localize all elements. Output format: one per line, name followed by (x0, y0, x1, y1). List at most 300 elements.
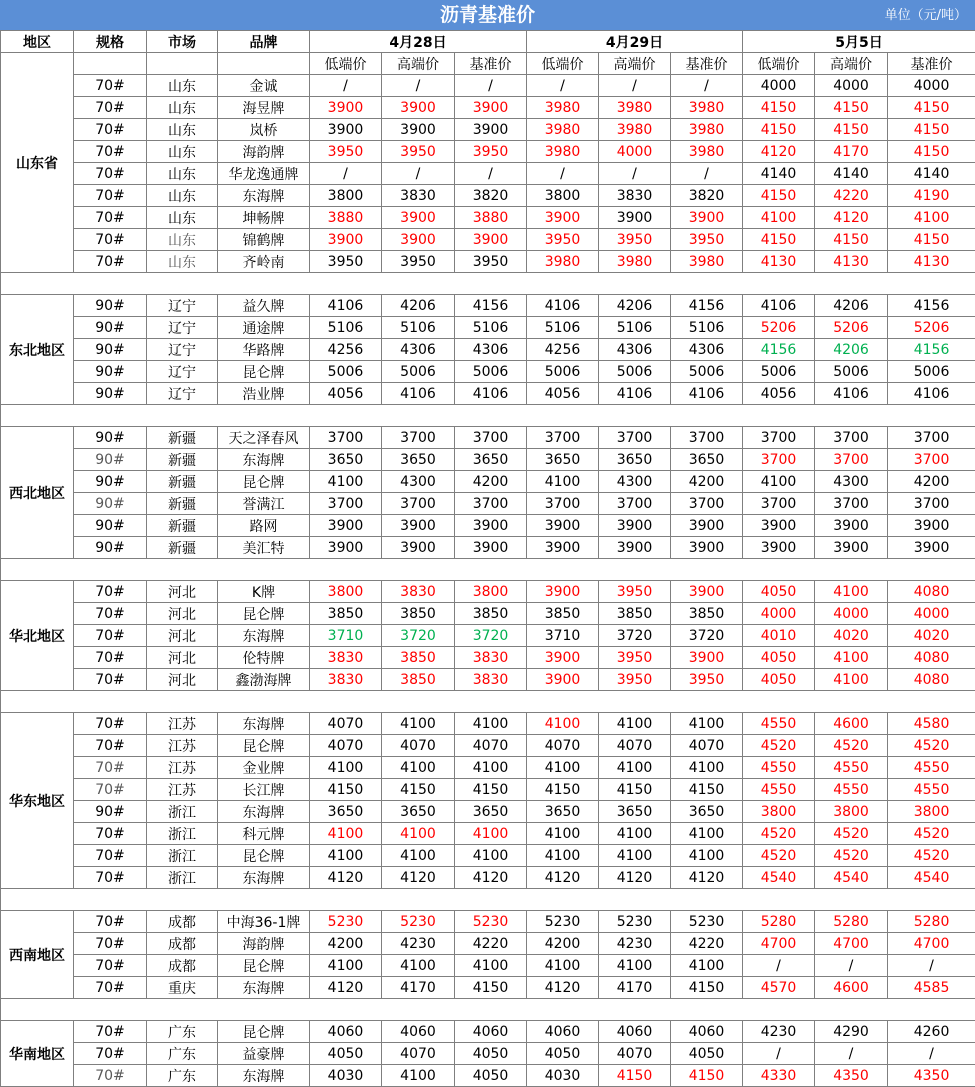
high-price-cell: 4106 (599, 383, 671, 405)
low-price-cell: 4000 (743, 603, 815, 625)
table-row (1, 537, 975, 559)
price-table (0, 30, 975, 1087)
high-price-cell: 3900 (599, 515, 671, 537)
high-price-cell: 4100 (382, 955, 455, 977)
base-price-cell: 4150 (888, 141, 975, 163)
high-price-cell: 3900 (382, 537, 455, 559)
high-price-cell: 3950 (599, 669, 671, 691)
market-cell: 辽宁 (147, 339, 218, 361)
table-row (1, 339, 975, 361)
market-cell: 山东 (147, 207, 218, 229)
market-cell: 江苏 (147, 779, 218, 801)
low-price-cell: 4120 (743, 141, 815, 163)
spec-cell: 70# (74, 713, 147, 735)
high-price-cell: 3900 (599, 537, 671, 559)
base-price-cell: 4100 (455, 823, 527, 845)
brand-cell: 通途牌 (218, 317, 310, 339)
low-price-cell: 4060 (310, 1021, 382, 1043)
high-price-cell: 5230 (599, 911, 671, 933)
spec-cell: 90# (74, 515, 147, 537)
base-price-cell: 5230 (455, 911, 527, 933)
high-price-cell: 3980 (599, 251, 671, 273)
base-price-cell: 3880 (455, 207, 527, 229)
high-price-cell: 3950 (599, 581, 671, 603)
low-price-cell: 4150 (743, 119, 815, 141)
low-price-cell: 4100 (310, 955, 382, 977)
table-row (1, 933, 975, 955)
spec-cell: 70# (74, 581, 147, 603)
low-price-cell: 4056 (743, 383, 815, 405)
base-price-cell: 4150 (671, 779, 743, 801)
market-cell: 山东 (147, 97, 218, 119)
base-price-cell: 3900 (888, 515, 975, 537)
base-price-cell: 4100 (671, 823, 743, 845)
low-price-cell: 4100 (743, 471, 815, 493)
brand-cell: 中海36-1牌 (218, 911, 310, 933)
low-price-cell: 4100 (310, 757, 382, 779)
high-price-cell: 3700 (599, 427, 671, 449)
high-price-cell: 3650 (599, 801, 671, 823)
low-price-cell: 4070 (527, 735, 599, 757)
base-price-cell: 3850 (455, 603, 527, 625)
brand-cell: 岚桥 (218, 119, 310, 141)
market-cell: 山东 (147, 185, 218, 207)
high-price-cell: 3900 (815, 515, 888, 537)
low-price-label: 低端价 (743, 53, 815, 75)
low-price-cell: 5230 (527, 911, 599, 933)
low-price-cell: 3700 (310, 427, 382, 449)
base-price-cell: 4520 (888, 823, 975, 845)
low-price-cell: 4030 (310, 1065, 382, 1087)
brand-cell: K牌 (218, 581, 310, 603)
low-price-cell: 3980 (527, 97, 599, 119)
high-price-cell: 5006 (382, 361, 455, 383)
high-price-cell: 3850 (382, 603, 455, 625)
low-price-cell: 3800 (527, 185, 599, 207)
table-row (1, 1043, 975, 1065)
brand-cell: 昆仑牌 (218, 603, 310, 625)
high-price-cell: / (815, 1043, 888, 1065)
market-cell: 浙江 (147, 845, 218, 867)
high-price-cell: 3650 (599, 449, 671, 471)
high-price-cell: 4170 (382, 977, 455, 999)
high-price-cell: 4100 (815, 581, 888, 603)
low-price-cell: 3800 (310, 185, 382, 207)
table-row (1, 669, 975, 691)
high-price-cell: 4100 (382, 713, 455, 735)
table-row (1, 75, 975, 97)
base-price-cell: 5006 (671, 361, 743, 383)
table-row (1, 911, 975, 933)
header-date-1: 4月28日 (310, 31, 527, 53)
base-price-label: 基准价 (455, 53, 527, 75)
high-price-cell: 4100 (599, 955, 671, 977)
low-price-cell: 4070 (310, 713, 382, 735)
region-label: 西南地区 (1, 911, 74, 999)
high-price-cell: 5280 (815, 911, 888, 933)
high-price-cell: 4106 (382, 383, 455, 405)
base-price-cell: 3900 (455, 515, 527, 537)
low-price-cell: 4256 (527, 339, 599, 361)
low-price-cell: 4100 (527, 471, 599, 493)
brand-cell: 东海牌 (218, 1065, 310, 1087)
high-price-label: 高端价 (815, 53, 888, 75)
sheet-title: 沥青基准价 (0, 0, 975, 30)
high-price-cell: 3720 (382, 625, 455, 647)
spacer-cell (1, 405, 975, 427)
low-price-cell: 4106 (743, 295, 815, 317)
low-price-cell: / (310, 75, 382, 97)
table-row (1, 361, 975, 383)
low-price-cell: 4520 (743, 823, 815, 845)
base-price-cell: 5280 (888, 911, 975, 933)
low-price-cell: 4120 (527, 977, 599, 999)
base-price-cell: 3700 (455, 493, 527, 515)
base-price-cell: 4220 (455, 933, 527, 955)
high-price-cell: / (382, 163, 455, 185)
high-price-cell: 3850 (599, 603, 671, 625)
market-cell: 辽宁 (147, 383, 218, 405)
high-price-cell: 4520 (815, 823, 888, 845)
base-price-cell: 4260 (888, 1021, 975, 1043)
spec-cell: 90# (74, 801, 147, 823)
base-price-cell: 4100 (671, 713, 743, 735)
low-price-cell: 4150 (310, 779, 382, 801)
low-price-cell: 4030 (527, 1065, 599, 1087)
base-price-cell: 3700 (671, 493, 743, 515)
base-price-cell: 3950 (455, 251, 527, 273)
high-price-cell: 4120 (815, 207, 888, 229)
base-price-cell: 3700 (888, 427, 975, 449)
high-price-cell: 3900 (599, 207, 671, 229)
market-cell: 江苏 (147, 713, 218, 735)
low-price-cell: 4100 (527, 955, 599, 977)
market-cell: 浙江 (147, 801, 218, 823)
spec-cell: 70# (74, 603, 147, 625)
low-price-cell: 4550 (743, 713, 815, 735)
low-price-cell: 3980 (527, 141, 599, 163)
base-price-cell: 4080 (888, 669, 975, 691)
spec-cell: 90# (74, 339, 147, 361)
spec-cell: 70# (74, 867, 147, 889)
high-price-cell: 4220 (815, 185, 888, 207)
base-price-cell: 3700 (888, 449, 975, 471)
table-row (1, 295, 975, 317)
low-price-cell: 4150 (527, 779, 599, 801)
base-price-cell: 4120 (455, 867, 527, 889)
spec-cell: 70# (74, 669, 147, 691)
low-price-cell: / (527, 163, 599, 185)
base-price-cell: 4150 (888, 119, 975, 141)
high-price-cell: 4120 (599, 867, 671, 889)
spacer-cell (1, 889, 975, 911)
table-row (1, 801, 975, 823)
low-price-cell: 3830 (310, 669, 382, 691)
low-price-cell: 3900 (310, 119, 382, 141)
low-price-cell: 3900 (527, 581, 599, 603)
brand-cell: 金诚 (218, 75, 310, 97)
base-price-cell: 4200 (671, 471, 743, 493)
base-price-cell: 3900 (671, 207, 743, 229)
low-price-cell: / (527, 75, 599, 97)
high-price-cell: 4206 (815, 295, 888, 317)
low-price-cell: 3800 (743, 801, 815, 823)
base-price-cell: 4106 (888, 383, 975, 405)
table-row (1, 449, 975, 471)
low-price-cell: 5106 (310, 317, 382, 339)
high-price-cell: 4170 (815, 141, 888, 163)
market-cell: 新疆 (147, 449, 218, 471)
market-cell: 浙江 (147, 867, 218, 889)
spacer-row (1, 559, 975, 581)
base-price-cell: 4220 (671, 933, 743, 955)
high-price-cell: 4060 (382, 1021, 455, 1043)
base-price-cell: 4150 (455, 779, 527, 801)
high-price-cell: / (599, 75, 671, 97)
table-row (1, 647, 975, 669)
brand-cell: 昆仑牌 (218, 845, 310, 867)
brand-cell: 东海牌 (218, 185, 310, 207)
low-price-cell: 5006 (310, 361, 382, 383)
high-price-cell: 4150 (599, 779, 671, 801)
low-price-cell: 4060 (527, 1021, 599, 1043)
low-price-cell: 3900 (527, 647, 599, 669)
high-price-cell: 4306 (382, 339, 455, 361)
base-price-cell: 4140 (888, 163, 975, 185)
region-label: 西北地区 (1, 427, 74, 559)
low-price-cell: 4050 (310, 1043, 382, 1065)
high-price-cell: 3980 (599, 97, 671, 119)
low-price-cell: 4520 (743, 735, 815, 757)
brand-cell: 东海牌 (218, 867, 310, 889)
high-price-cell: 4150 (382, 779, 455, 801)
high-price-cell: 4520 (815, 735, 888, 757)
base-price-cell: 4106 (671, 383, 743, 405)
low-price-cell: 3900 (310, 537, 382, 559)
base-price-cell: 3830 (455, 647, 527, 669)
low-price-cell: 3800 (310, 581, 382, 603)
high-price-cell: 4100 (815, 669, 888, 691)
base-price-cell: 3900 (455, 97, 527, 119)
high-price-cell: 4100 (599, 845, 671, 867)
base-price-cell: 3980 (671, 97, 743, 119)
market-cell: 河北 (147, 581, 218, 603)
region-label: 华南地区 (1, 1021, 74, 1087)
low-price-cell: 5106 (527, 317, 599, 339)
base-price-cell: 5006 (888, 361, 975, 383)
spec-cell: 70# (74, 911, 147, 933)
high-price-cell: 4230 (382, 933, 455, 955)
high-price-cell: 3900 (382, 97, 455, 119)
base-price-cell: 4156 (671, 295, 743, 317)
high-price-label: 高端价 (382, 53, 455, 75)
low-price-cell: 3700 (527, 493, 599, 515)
high-price-cell: 4600 (815, 713, 888, 735)
high-price-cell: 3950 (382, 141, 455, 163)
low-price-cell: 4330 (743, 1065, 815, 1087)
market-cell: 山东 (147, 251, 218, 273)
brand-cell: 华龙逸通牌 (218, 163, 310, 185)
low-price-cell: 4106 (527, 295, 599, 317)
low-price-cell: 4000 (743, 75, 815, 97)
unit-label: 单位（元/吨） (885, 0, 967, 30)
low-price-cell: / (743, 1043, 815, 1065)
header-region: 地区 (1, 31, 74, 53)
low-price-cell: 4050 (527, 1043, 599, 1065)
low-price-cell: 3980 (527, 119, 599, 141)
region-label: 华北地区 (1, 581, 74, 691)
high-price-cell: 4100 (815, 647, 888, 669)
table-row (1, 779, 975, 801)
spec-cell: 70# (74, 757, 147, 779)
high-price-cell: 3700 (815, 449, 888, 471)
base-price-cell: 3900 (888, 537, 975, 559)
high-price-cell: 4100 (382, 757, 455, 779)
header-date-2: 4月29日 (527, 31, 743, 53)
blank-cell (147, 53, 218, 75)
base-price-cell: 3650 (671, 449, 743, 471)
spacer-row (1, 889, 975, 911)
table-row (1, 735, 975, 757)
base-price-cell: 4100 (455, 757, 527, 779)
low-price-cell: 3950 (527, 229, 599, 251)
market-cell: 新疆 (147, 471, 218, 493)
spec-cell: 70# (74, 625, 147, 647)
low-price-cell: 3900 (527, 207, 599, 229)
low-price-cell: 4156 (743, 339, 815, 361)
high-price-cell: 4100 (599, 713, 671, 735)
base-price-cell: 3700 (671, 427, 743, 449)
low-price-cell: 4100 (527, 845, 599, 867)
base-price-cell: 3800 (455, 581, 527, 603)
market-cell: 广东 (147, 1043, 218, 1065)
table-row (1, 185, 975, 207)
high-price-cell: 4206 (599, 295, 671, 317)
header-row-price-labels (1, 53, 975, 75)
low-price-cell: 4100 (310, 823, 382, 845)
base-price-cell: 3650 (455, 449, 527, 471)
brand-cell: 东海牌 (218, 449, 310, 471)
high-price-cell: 4100 (599, 823, 671, 845)
low-price-cell: 3950 (310, 251, 382, 273)
low-price-cell: 3700 (743, 493, 815, 515)
high-price-cell: 4350 (815, 1065, 888, 1087)
high-price-cell: 3900 (815, 537, 888, 559)
high-price-cell: 4000 (599, 141, 671, 163)
base-price-cell: / (671, 75, 743, 97)
spec-cell: 70# (74, 977, 147, 999)
low-price-cell: 4520 (743, 845, 815, 867)
low-price-cell: 3700 (743, 427, 815, 449)
base-price-cell: 4100 (455, 955, 527, 977)
high-price-cell: 3720 (599, 625, 671, 647)
table-row (1, 383, 975, 405)
market-cell: 新疆 (147, 493, 218, 515)
market-cell: 山东 (147, 163, 218, 185)
base-price-cell: 5106 (455, 317, 527, 339)
base-price-cell: 3850 (671, 603, 743, 625)
table-row (1, 867, 975, 889)
market-cell: 江苏 (147, 735, 218, 757)
base-price-cell: 4540 (888, 867, 975, 889)
high-price-cell: / (815, 955, 888, 977)
low-price-cell: 3710 (310, 625, 382, 647)
high-price-cell: 4100 (382, 845, 455, 867)
table-row (1, 427, 975, 449)
low-price-cell: 4010 (743, 625, 815, 647)
low-price-cell: 3980 (527, 251, 599, 273)
region-label: 山东省 (1, 53, 74, 273)
high-price-cell: 4140 (815, 163, 888, 185)
base-price-cell: 4070 (671, 735, 743, 757)
low-price-cell: 4100 (310, 845, 382, 867)
market-cell: 山东 (147, 229, 218, 251)
table-row (1, 581, 975, 603)
base-price-cell: / (455, 163, 527, 185)
base-price-cell: 3720 (455, 625, 527, 647)
market-cell: 新疆 (147, 427, 218, 449)
low-price-cell: 4100 (527, 823, 599, 845)
low-price-cell: 3650 (310, 449, 382, 471)
low-price-cell: 4550 (743, 779, 815, 801)
brand-cell: 坤畅牌 (218, 207, 310, 229)
market-cell: 河北 (147, 669, 218, 691)
high-price-cell: 4550 (815, 779, 888, 801)
high-price-cell: 4130 (815, 251, 888, 273)
base-price-cell: / (888, 1043, 975, 1065)
brand-cell: 锦鹤牌 (218, 229, 310, 251)
base-price-cell: 3800 (888, 801, 975, 823)
low-price-cell: 3900 (310, 97, 382, 119)
brand-cell: 昆仑牌 (218, 361, 310, 383)
base-price-cell: 3980 (671, 119, 743, 141)
low-price-cell: 3830 (310, 647, 382, 669)
base-price-label: 基准价 (888, 53, 975, 75)
base-price-cell: 4120 (671, 867, 743, 889)
base-price-cell: 3900 (671, 515, 743, 537)
low-price-cell: 4150 (743, 185, 815, 207)
spec-cell: 70# (74, 1065, 147, 1087)
low-price-cell: 4050 (743, 581, 815, 603)
low-price-cell: 3900 (310, 229, 382, 251)
table-row (1, 317, 975, 339)
base-price-cell: 4190 (888, 185, 975, 207)
base-price-cell: 4070 (455, 735, 527, 757)
base-price-cell: 5106 (671, 317, 743, 339)
spec-cell: 70# (74, 185, 147, 207)
base-price-cell: 4100 (671, 955, 743, 977)
market-cell: 广东 (147, 1065, 218, 1087)
high-price-cell: 4600 (815, 977, 888, 999)
brand-cell: 科元牌 (218, 823, 310, 845)
table-row (1, 625, 975, 647)
market-cell: 河北 (147, 647, 218, 669)
brand-cell: 路网 (218, 515, 310, 537)
high-price-cell: 4300 (815, 471, 888, 493)
brand-cell: 东海牌 (218, 977, 310, 999)
market-cell: 江苏 (147, 757, 218, 779)
spec-cell: 90# (74, 537, 147, 559)
high-price-cell: 3700 (815, 493, 888, 515)
high-price-cell: 3830 (382, 185, 455, 207)
base-price-cell: 3950 (671, 669, 743, 691)
high-price-cell: 4100 (599, 757, 671, 779)
header-brand: 品牌 (218, 31, 310, 53)
base-price-cell: 3980 (671, 141, 743, 163)
base-price-cell: 3900 (455, 229, 527, 251)
base-price-cell: 4060 (671, 1021, 743, 1043)
base-price-label: 基准价 (671, 53, 743, 75)
